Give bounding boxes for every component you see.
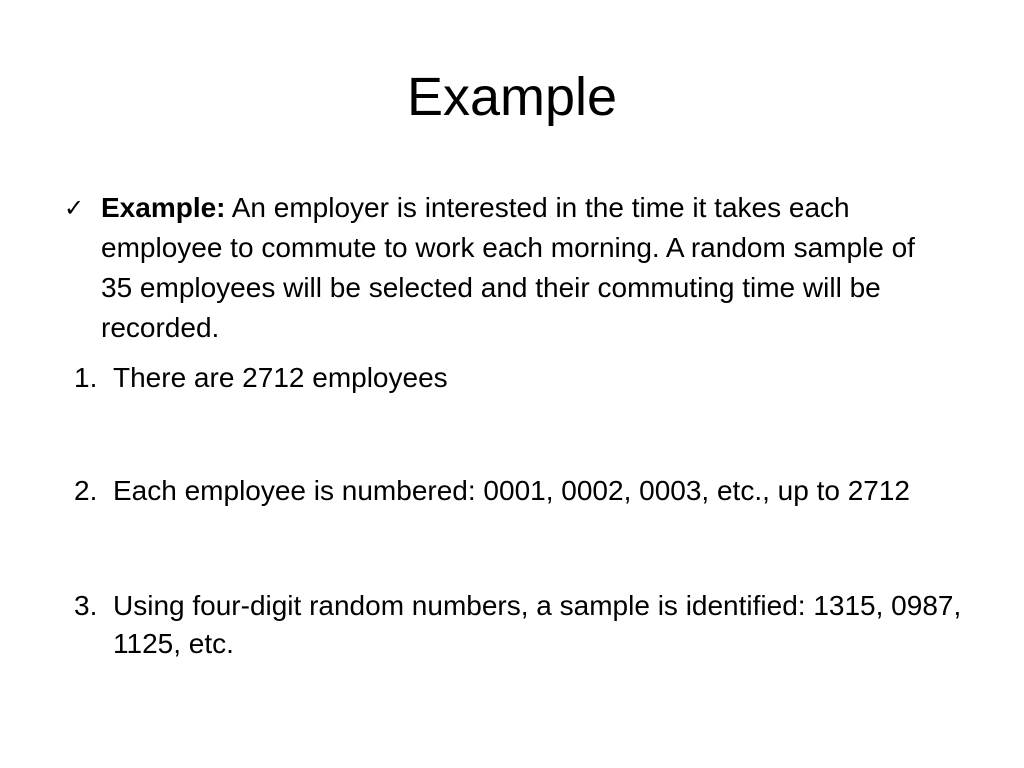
list-item — [74, 472, 1014, 510]
slide-title: Example — [406, 67, 618, 127]
example-description: An employer is interested in the time it takes each employee to commute to work each morning. A random sample of 35 employees will be selected and their commuting time will be recorded. — [101, 192, 915, 343]
example-bullet-text — [101, 188, 944, 348]
checkmark-icon: ✓ — [64, 194, 85, 222]
list-item-text: Each employee is numbered: 0001, 0002, 0003, etc., up to 2712 — [113, 475, 911, 506]
list-item — [74, 587, 1014, 663]
list-item-text: There are 2712 employees — [113, 362, 448, 393]
example-lead: Example: — [101, 192, 226, 223]
list-item-text: Using four-digit random numbers, a sample is identified: 1315, 0987, 1125, etc. — [113, 590, 962, 659]
list-item — [74, 359, 1014, 397]
list-item-number: 1. — [74, 362, 98, 393]
list-item-number: 3. — [74, 590, 98, 621]
list-item-number: 2. — [74, 475, 98, 506]
example-bullet — [64, 188, 944, 348]
